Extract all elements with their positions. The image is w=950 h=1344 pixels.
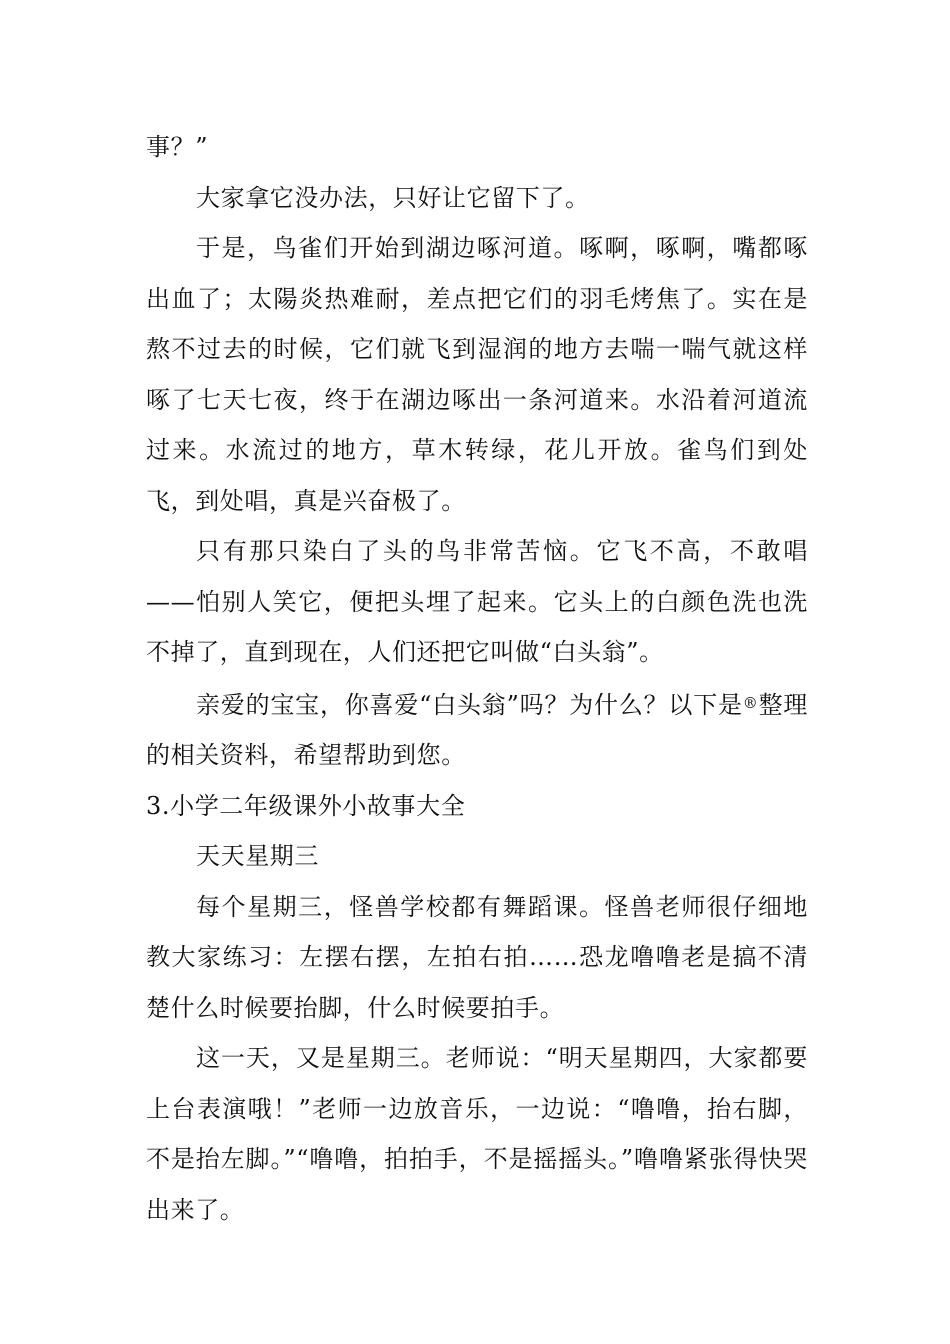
closing-note-text-before: 亲爱的宝宝，你喜爱“白头翁”吗？为什么？以下是 [196,690,743,719]
registered-symbol: ® [742,693,759,712]
section-heading: 3.小学二年级课外小故事大全 [146,791,466,820]
paragraph-pecking-river: 于是，鸟雀们开始到湖边啄河道。啄啊，啄啊，嘴都啄出血了；太陽炎热难耐，差点把它们的羽毛烤焦了。实在是熬不过去的时候，它们就飞到湿润的地方去喘一喘气就这样啄了七天七夜，终于在湖边啄出一条河道来。水沿着河道流过来。水流过的地方，草木转绿，花儿开放。雀鸟们到处飞，到处唱，真是兴奋极了。 [146,234,808,515]
document-body [146,122,808,1235]
paragraph-closing-note [146,678,808,781]
paragraph-continuation: 事？” [146,133,209,161]
paragraph-dance-class: 每个星期三，怪兽学校都有舞蹈课。怪兽老师很仔细地教大家练习：左摆右摆，左拍右拍……恐龙噜噜老是搞不清楚什么时候要抬脚，什么时候要拍手。 [146,892,808,1022]
closing-note-text-after: 整理的相关资料，希望帮助到您。 [146,690,808,769]
paragraph-wednesday-again: 这一天，又是星期三。老师说：“明天星期四，大家都要上台表演哦！”老师一边放音乐，一边说：“噜噜，抬右脚，不是抬左脚。”“噜噜，拍拍手，不是摇摇头。”噜噜紧张得快哭出来了。 [146,1044,808,1224]
paragraph-white-head-bird: 只有那只染白了头的鸟非常苦恼。它飞不高，不敢唱——怕别人笑它，便把头埋了起来。它头上的白颜色洗也洗不掉了，直到现在，人们还把它叫做“白头翁”。 [146,537,808,666]
story-title: 天天星期三 [196,842,319,870]
paragraph-left-behind: 大家拿它没办法，只好让它留下了。 [196,183,590,212]
